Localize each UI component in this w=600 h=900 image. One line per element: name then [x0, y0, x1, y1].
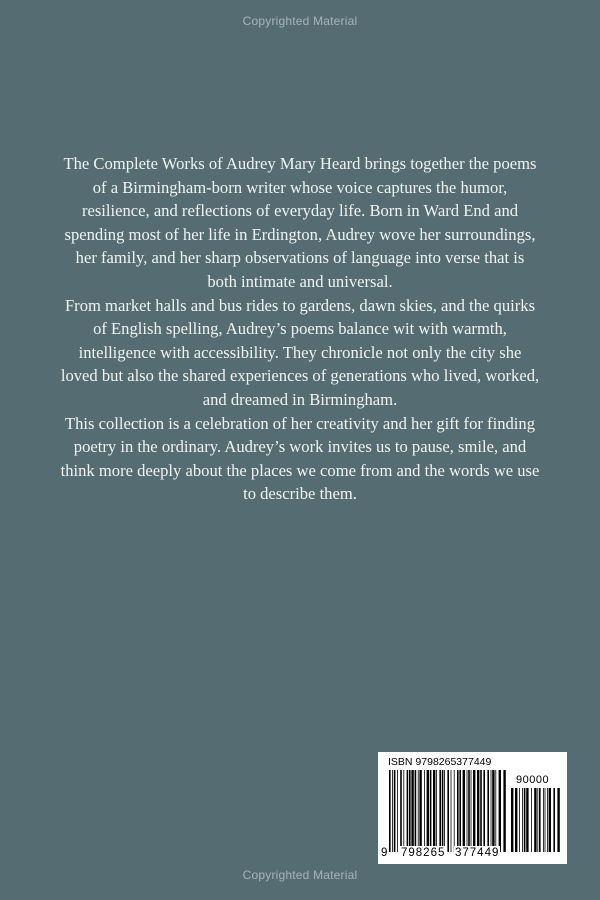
barcode-bar [557, 788, 559, 852]
barcode-bar [436, 770, 437, 852]
barcode-bar [473, 770, 475, 852]
barcode-bar [477, 770, 479, 852]
barcode-bar [454, 770, 455, 852]
watermark-bottom: Copyrighted Material [242, 868, 358, 882]
price-code: 90000 [516, 774, 550, 786]
barcode-bar [543, 788, 544, 852]
barcode-bar [409, 770, 411, 852]
barcode-bar [394, 770, 396, 852]
barcode-bar [537, 788, 538, 852]
barcode-bar [463, 770, 465, 852]
barcode-bar [519, 788, 520, 852]
barcode-bar [457, 770, 459, 852]
barcode-bar [442, 770, 444, 852]
barcode-bar [424, 770, 425, 852]
barcode-bar [433, 770, 435, 852]
barcode-bar [389, 770, 391, 852]
barcode-bar [495, 770, 496, 852]
barcode-bar [439, 770, 441, 852]
barcode-bar [418, 770, 419, 852]
barcode-bar [459, 770, 461, 852]
barcode-bar [483, 770, 485, 852]
barcode-bar [397, 770, 398, 852]
barcode-digits-right: 377449 [455, 847, 500, 859]
barcode-bar [419, 770, 421, 852]
barcode-bar [522, 788, 523, 852]
barcode-bar [480, 770, 482, 852]
barcode-addon-bars [510, 788, 560, 852]
barcode-bar [427, 770, 429, 852]
barcode-bar [503, 770, 505, 852]
barcode-bar [534, 788, 536, 852]
book-description [60, 152, 540, 506]
barcode-bar [447, 770, 449, 852]
barcode-bar [511, 788, 513, 852]
barcode-bar [491, 770, 492, 852]
barcode-bar [467, 770, 468, 852]
description-paragraph-2: From market halls and bus rides to gardens, dawn skies, and the quirks of English spelling, Audrey’s poems balance wit with warmth, intelligence with accessibility. They chronicle not only the city she loved but also the shared experiences of generations who lived, worked, and dreamed in Birmingham. [60, 295, 540, 409]
barcode-bar [411, 770, 413, 852]
barcode-bar [545, 788, 546, 852]
barcode-bar [499, 770, 501, 852]
barcode-bar [468, 770, 470, 852]
barcode-digits-left: 798265 [401, 847, 446, 859]
description-paragraph-3: This collection is a celebration of her creativity and her gift for finding poetry in the ordinary. Audrey’s work invites us to pause, smile, and think more deeply about the places we come from and the words we use to describe them. [60, 413, 540, 504]
barcode-main-bars [388, 770, 508, 852]
description-paragraph-1: The Complete Works of Audrey Mary Heard brings together the poems of a Birmingham-born writer whose voice captures the humor, resilience, and reflections of everyday life. Born in Ward End and spending most of her life in Erdington, Audrey wove her surroundings, her family, and her sharp observations of language into verse that is both intimate and universal. [63, 154, 537, 291]
barcode-bar [471, 770, 472, 852]
watermark-top: Copyrighted Material [242, 14, 358, 28]
barcode-bar [400, 770, 402, 852]
barcode-bar [444, 770, 445, 852]
barcode-bar [407, 770, 409, 852]
barcode-bar [524, 788, 526, 852]
barcode-bar [403, 770, 404, 852]
barcode-bar [492, 770, 494, 852]
barcode-bar [526, 788, 528, 852]
barcode-bar [415, 770, 417, 852]
barcode-bar [553, 788, 555, 852]
barcode-bar [531, 788, 532, 852]
barcode-bar [515, 788, 517, 852]
barcode-bar [547, 788, 548, 852]
barcode-digit-lead: 9 [381, 847, 389, 859]
isbn-label: ISBN 9798265377449 [388, 756, 492, 768]
barcode-bar [539, 788, 541, 852]
barcode-bar [549, 788, 551, 852]
barcode-bar [451, 770, 452, 852]
barcode-bar [430, 770, 432, 852]
barcode-bar [487, 770, 489, 852]
isbn-barcode [378, 752, 567, 864]
barcode-bar [392, 770, 393, 852]
